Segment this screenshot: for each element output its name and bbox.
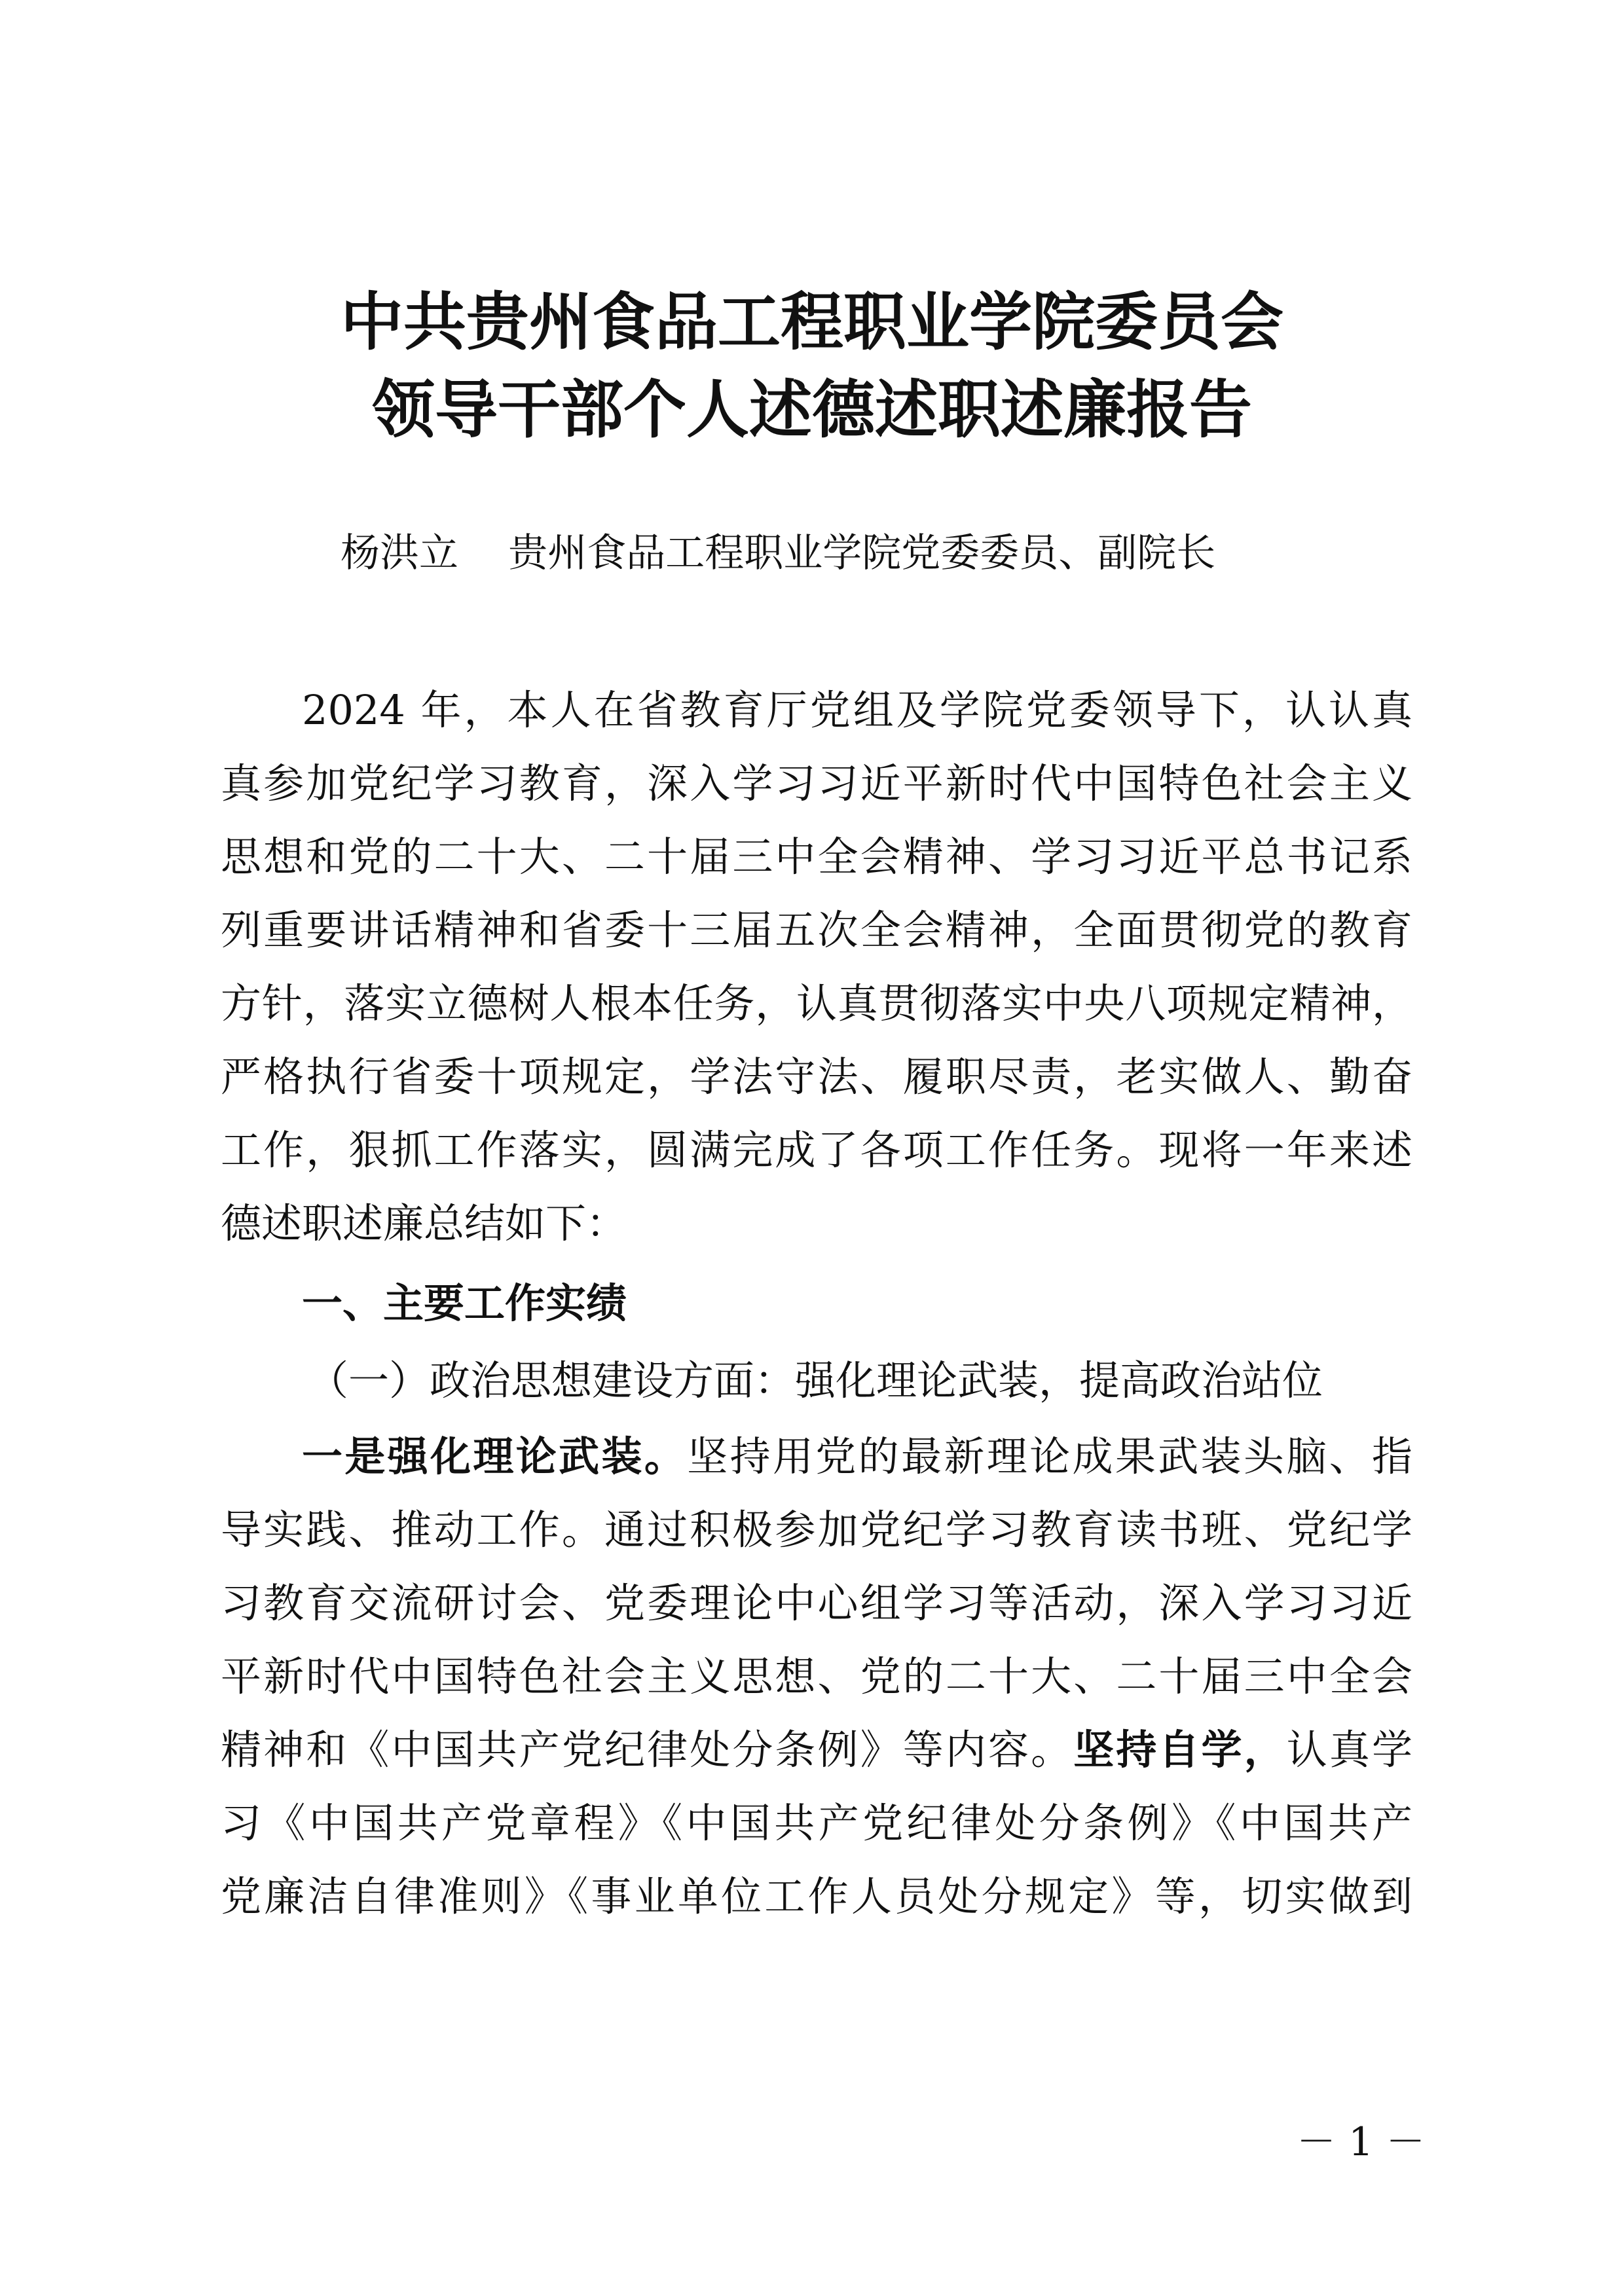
- intro-line: 真参加党纪学习教育，深入学习习近平新时代中国特色社会主义: [221, 759, 1412, 807]
- document-title-line-2: 领导干部个人述德述职述廉报告: [372, 373, 1252, 446]
- intro-line: 方针，落实立德树人根本任务，认真贯彻落实中央八项规定精神，: [221, 979, 1412, 1027]
- intro-line: 工作，狠抓工作落实，圆满完成了各项工作任务。现将一年来述: [221, 1126, 1412, 1174]
- paragraph-line: 平新时代中国特色社会主义思想、党的二十大、二十届三中全会: [221, 1652, 1412, 1700]
- author-name: 杨洪立: [341, 530, 458, 576]
- paragraph-text: 认真学: [1286, 1726, 1412, 1774]
- subsection-heading: （一）政治思想建设方面：强化理论武装，提高政治站位: [308, 1357, 1323, 1404]
- paragraph-line: 习《中国共产党章程》《中国共产党纪律处分条例》《中国共产: [221, 1799, 1412, 1847]
- paragraph-line: 导实践、推动工作。通过积极参加党纪学习教育读书班、党纪学: [221, 1506, 1412, 1554]
- bold-phrase: 坚持自学，: [1073, 1726, 1287, 1774]
- intro-line: 德述职述廉总结如下：: [221, 1199, 627, 1247]
- paragraph-line: 习教育交流研讨会、党委理论中心组学习等活动，深入学习习近: [221, 1579, 1412, 1627]
- author-spacer: [458, 530, 508, 576]
- intro-line: 严格执行省委十项规定，学法守法、履职尽责，老实做人、勤奋: [221, 1053, 1412, 1101]
- intro-line: 2024 年，本人在省教育厅党组及学院党委领导下，认认真: [302, 686, 1412, 734]
- paragraph-text: 精神和《中国共产党纪律处分条例》等内容。: [221, 1726, 1074, 1774]
- author-line: [341, 524, 1215, 583]
- intro-line: 列重要讲话精神和省委十三届五次全会精神，全面贯彻党的教育: [221, 906, 1412, 954]
- intro-line: 思想和党的二十大、二十届三中全会精神、学习习近平总书记系: [221, 833, 1412, 881]
- paragraph-line: [221, 1721, 1412, 1779]
- page-number: － 1 －: [1297, 2119, 1426, 2165]
- section-heading: 一、主要工作实绩: [302, 1279, 627, 1327]
- document-title-line-1: 中共贵州食品工程职业学院委员会: [341, 285, 1283, 359]
- paragraph-line: 党廉洁自律准则》《事业单位工作人员处分规定》等，切实做到: [221, 1872, 1412, 1920]
- author-position: 贵州食品工程职业学院党委委员、副院长: [508, 530, 1216, 576]
- paragraph-line: [302, 1427, 1412, 1486]
- paragraph-text: 坚持用党的最新理论成果武装头脑、指: [687, 1432, 1412, 1480]
- bold-lead: 一是强化理论武装。: [302, 1432, 688, 1480]
